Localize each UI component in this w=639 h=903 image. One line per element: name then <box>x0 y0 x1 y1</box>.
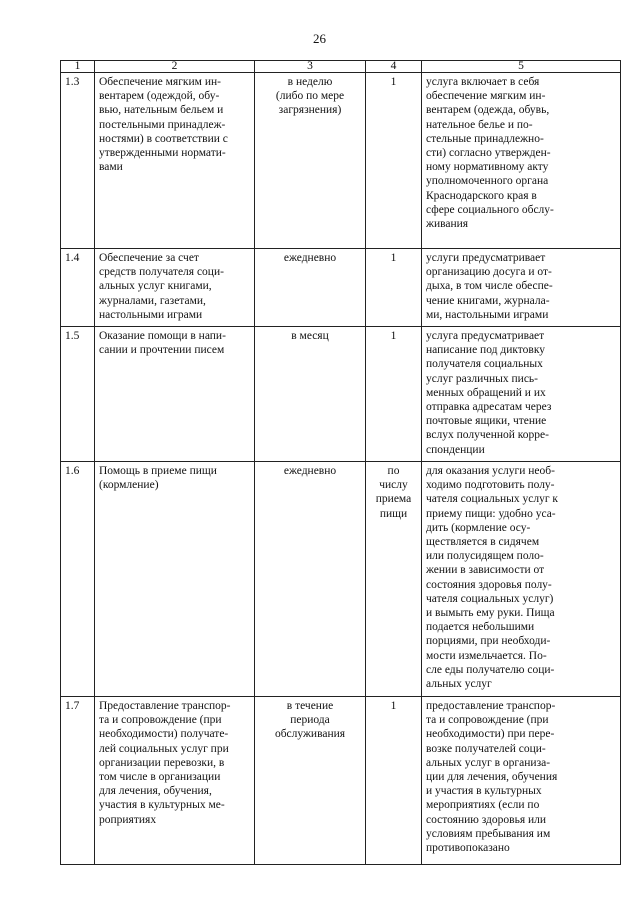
table-header-row <box>61 61 621 73</box>
row-number: 1.4 <box>61 249 95 327</box>
service-frequency: в течение периода обслуживания <box>255 697 366 865</box>
service-frequency: в месяц <box>255 327 366 462</box>
service-name: Обеспечение за счет средств получателя соци- альных услуг книгами, журналами, газетами, настольными играми <box>95 249 255 327</box>
table-row <box>61 73 621 249</box>
service-volume: 1 <box>366 697 422 865</box>
service-volume: 1 <box>366 73 422 249</box>
service-frequency: в неделю (либо по мере загрязнения) <box>255 73 366 249</box>
service-name: Помощь в приеме пищи (кормление) <box>95 462 255 697</box>
column-header: 2 <box>95 61 255 73</box>
column-header: 5 <box>422 61 621 73</box>
table-row <box>61 462 621 697</box>
service-description: услуги предусматривает организацию досуга и от- дыха, в том числе обеспе- чение книгами, журнала- ми, настольными играми <box>422 249 621 327</box>
service-name: Предоставление транспор- та и сопровождение (при необходимости) получате- лей социальных услуг при организации перевозки, в том числе в организации для лечения, обучения, участия в культурных ме- роприятиях <box>95 697 255 865</box>
service-name: Обеспечение мягким ин- вентарем (одеждой, обу- вью, нательным бельем и постельными принадлеж- ностями) в соответствии с утвержденными нормати- вами <box>95 73 255 249</box>
service-description: предоставление транспор- та и сопровождение (при необходимости) при пере- возке получателей соци- альных услуг в организа- ции для лечения, обучения и участия в культурных мероприятиях (если по состоянию здоровья или условиям пребывания им противопоказано <box>422 697 621 865</box>
service-frequency: ежедневно <box>255 249 366 327</box>
service-frequency: ежедневно <box>255 462 366 697</box>
service-description: услуга предусматривает написание под диктовку получателя социальных услуг различных пись- менных обращений и их отправка адресатам через почтовые ящики, чтение вслух полученной корре- спонденции <box>422 327 621 462</box>
service-volume: 1 <box>366 327 422 462</box>
row-number: 1.5 <box>61 327 95 462</box>
service-description: услуга включает в себя обеспечение мягким ин- вентарем (одежда, обувь, нательное белье и по- стельные принадлежно- сти) согласно утвержден- ному нормативному акту уполномоченного органа Краснодарского края в сфере социального обслу- живания <box>422 73 621 249</box>
column-header: 1 <box>61 61 95 73</box>
table-row <box>61 249 621 327</box>
service-description: для оказания услуги необ- ходимо подготовить полу- чателя социальных услуг к приему пищи: удобно уса- дить (кормление осу- ществляется в сидячем или полусидящем поло- жении в зависимости от состояния здоровья полу- чателя социальных услуг) и вымыть ему руки. Пища подается небольшими порциями, при необходи- мости измельчается. По- сле еды получателю соци- альных услуг <box>422 462 621 697</box>
services-table <box>60 60 621 865</box>
service-volume: 1 <box>366 249 422 327</box>
table-row <box>61 327 621 462</box>
column-header: 3 <box>255 61 366 73</box>
row-number: 1.7 <box>61 697 95 865</box>
row-number: 1.3 <box>61 73 95 249</box>
page-number: 26 <box>313 31 326 46</box>
column-header: 4 <box>366 61 422 73</box>
table-row <box>61 697 621 865</box>
service-name: Оказание помощи в напи- сании и прочтении писем <box>95 327 255 462</box>
row-number: 1.6 <box>61 462 95 697</box>
service-volume: по числу приема пищи <box>366 462 422 697</box>
